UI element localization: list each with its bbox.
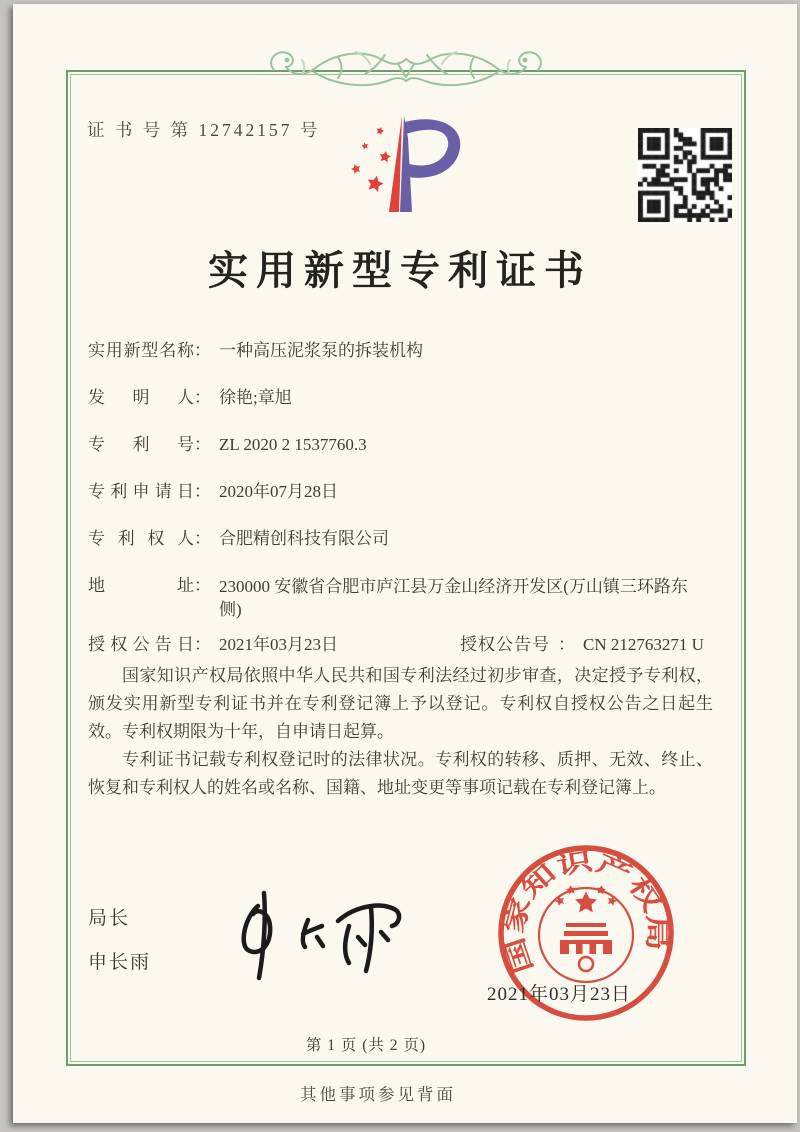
field-row-patent-name: [88, 340, 714, 362]
field-label: 地址: [88, 576, 194, 595]
certificate-title: 实用新型专利证书: [208, 248, 592, 293]
field-label: 专利号: [88, 435, 194, 454]
floral-flourish-icon: [268, 36, 544, 100]
seal-date: 2021年03月23日: [487, 984, 632, 1005]
national-emblem-icon: [539, 884, 633, 982]
colon: ：: [194, 482, 211, 501]
legal-paragraph-1: 国家知识产权局依照中华人民共和国专利法经过初步审查，决定授予专利权，颁发实用新型专利证书并在专利登记簿上予以登记。专利权自授权公告之日起生效。专利权期限为十年，自申请日起算。: [88, 666, 713, 741]
certificate-number: 证 书 号 第 12742157 号: [87, 120, 321, 140]
field-list: [88, 340, 714, 656]
field-value: CN 212763271 U: [583, 635, 704, 654]
signer-role: 局长: [88, 908, 131, 929]
field-value: 合肥精创科技有限公司: [219, 529, 389, 548]
field-label: 发明人: [88, 388, 194, 407]
field-row-patentee: [88, 528, 714, 550]
field-row-filing-date: [88, 481, 714, 503]
field-value: 一种高压泥浆泵的拆装机构: [219, 341, 423, 360]
colon: ：: [194, 635, 211, 654]
signer-block: [88, 903, 151, 991]
field-value: 徐艳;章旭: [219, 388, 292, 407]
field-value: 2021年03月23日: [219, 635, 338, 654]
field-value: 230000 安徽省合肥市庐江县万金山经济开发区(万山镇三环路东侧): [219, 577, 688, 619]
legal-paragraph-2: 专利证书记载专利权登记时的法律状况。专利权的转移、质押、无效、终止、恢复和专利权人的姓名或名称、国籍、地址变更等事项记载在专利登记簿上。: [88, 750, 713, 797]
field-row-patent-no: [88, 434, 714, 456]
director-signature-icon: [220, 886, 420, 986]
qr-code: [638, 128, 732, 222]
cnipa-logo-icon: [342, 108, 472, 220]
field-row-address: [88, 575, 714, 621]
field-label: 专利申请日: [88, 482, 194, 501]
field-label: 实用新型名称: [88, 341, 194, 360]
colon: ：: [194, 388, 211, 407]
field-label: 专利权人: [88, 529, 194, 548]
colon: ：: [558, 635, 575, 654]
colon: ：: [194, 435, 211, 454]
colon: ：: [194, 576, 211, 595]
signer-name: 申长雨: [88, 952, 152, 973]
field-row-inventor: [88, 387, 714, 409]
grant-date-pair: [88, 634, 418, 656]
seal-ring-text: 国家知识产权局: [501, 849, 670, 977]
field-row-grant: [88, 634, 714, 656]
field-value: 2020年07月28日: [219, 482, 338, 501]
field-label: 授权公告号: [460, 635, 550, 654]
legal-text: [88, 662, 713, 802]
grant-no-pair: [460, 634, 704, 656]
field-value: ZL 2020 2 1537760.3: [219, 435, 367, 454]
page-number: 第 1 页 (共 2 页): [305, 1037, 427, 1054]
colon: ：: [194, 529, 211, 548]
back-note: 其他事项参见背面: [300, 1085, 456, 1104]
colon: ：: [194, 341, 211, 360]
field-label: 授权公告日: [88, 635, 194, 654]
